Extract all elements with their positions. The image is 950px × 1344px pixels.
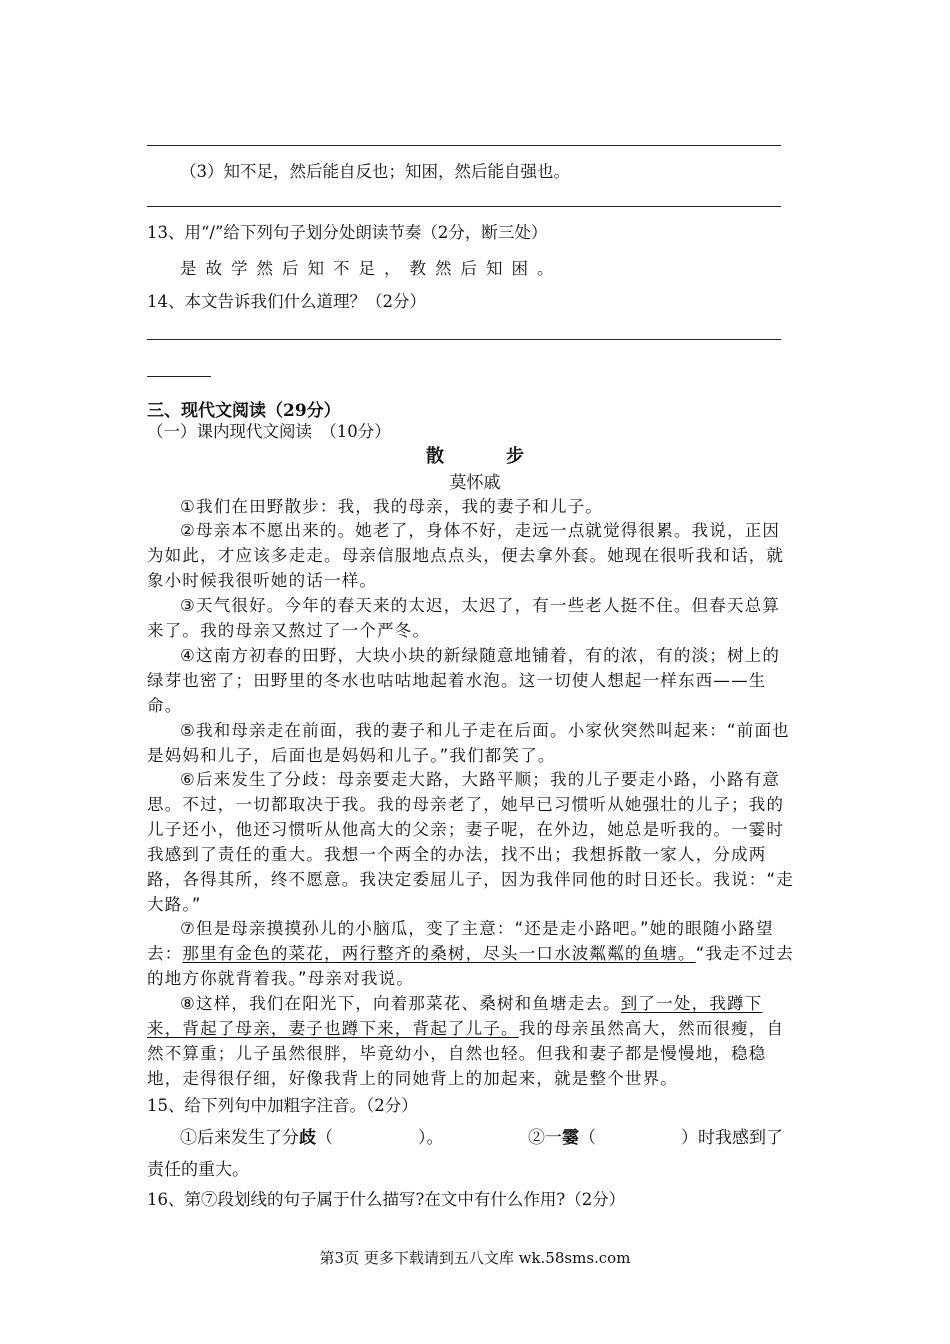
question-13: 13、用“/”给下列句子划分处朗读节奏（2分，断三处） [147,223,548,242]
paragraph-6: ⑥后来发生了分歧：母亲要走大路，大路平顺；我的儿子要走小路，小路有意思。不过，一切都取决于我。我的母亲老了，她早已习惯听从她强壮的儿子；我的儿子还小，他还习惯听从他高大的父亲；妻子呢，在外边，她总是听我的。一霎时我感到了责任的重大。我想一个两全的办法，找不出；我想拆散一家人，分成两路，各得其所，终不愿意。我决定委屈儿子，因为我伴同他的时日还长。我说：“走大路。” [147,770,794,914]
section-heading: 三、现代文阅读（29分） [147,401,341,421]
q15-item-a [180,1123,444,1148]
paragraph-5: ⑤我和母亲走在前面，我的妻子和儿子走在后面。小家伙突然叫起来：“前面也是妈妈和儿子，后面也是妈妈和儿子。”我们都笑了。 [147,721,790,765]
question-14: 14、本文告诉我们什么道理？（2分） [147,292,426,311]
paragraph-8 [147,991,797,1091]
q15-b-bold: 霎 [562,1128,579,1148]
q15-item-b [528,1123,783,1148]
q15-continued: 责任的重大。 [147,1160,249,1180]
q15-b-post: （ ）时我感到了 [579,1128,783,1148]
question-15: 15、给下列句中加粗字注音。（2分） [147,1096,418,1115]
q15-b-pre: ②一 [528,1128,562,1148]
passage-title: 散 步 [426,446,546,467]
q13-sentence: 是故学然后知不足，教然后知困。 [180,259,563,278]
paragraph-7 [147,916,797,991]
p7-text-b: “我走不过去的地方你就背着我。”母亲对我说。 [147,944,794,988]
question-16: 16、第⑦段划线的句子属于什么描写?在文中有什么作用?（2分） [147,1190,626,1209]
paragraph-4: ④这南方初春的田野，大块小块的新绿随意地铺着，有的浓，有的淡；树上的绿芽也密了；田野里的冬水也咕咕地起着水泡。这一切使人想起一样东西——生命。 [147,646,781,715]
page-footer: 第3页 更多下载请到五八文库 wk.58sms.com [319,1249,631,1267]
answer-line-3 [147,339,781,340]
p8-underlined: 到了一处，我蹲下来，背起了母亲，妻子也蹲下来，背起了儿子。 [147,994,763,1038]
p7-underlined: 那里有金色的菜花，两行整齐的桑树，尽头一口水波粼粼的鱼塘。 [182,944,696,963]
passage-author: 莫怀戚 [449,473,501,493]
sub-heading: （一）课内现代文阅读 （10分） [147,422,391,441]
p8-text-b: 我的母亲虽然高大，然而很瘦，自然不算重；儿子虽然很胖，毕竟幼小，自然也轻。但我和妻子都是慢慢地，稳稳地，走得很仔细，好像我背上的同她背上的加起来，就是整个世界。 [147,1019,785,1088]
q15-a-bold: 歧 [299,1128,316,1148]
p7-text-a: ⑦但是母亲摸摸孙儿的小脑瓜，变了主意：“还是走小路吧。”她的眼随小路望去： [147,919,774,963]
divider [147,376,211,377]
item-3: （3）知不足，然后能自反也；知困，然后能自强也。 [180,162,570,181]
q15-a-pre: ①后来发生了分 [180,1128,299,1148]
answer-line-2 [147,206,781,207]
paragraph-3: ③天气很好。今年的春天来的太迟，太迟了，有一些老人挺不住。但春天总算来了。我的母亲又熬过了一个严冬。 [147,596,781,640]
paragraph-2: ②母亲本不愿出来的。她老了，身体不好，走远一点就觉得很累。我说，正因为如此，才应该多走走。母亲信服地点点头，便去拿外套。她现在很听我和话，就象小时候我很听她的话一样。 [147,521,785,590]
answer-line-1 [147,145,781,146]
p8-text-a: ⑧这样，我们在阳光下，向着那菜花、桑树和鱼塘走去。 [180,994,621,1013]
paragraph-1: ①我们在田野散步：我，我的母亲，我的妻子和儿子。 [180,497,604,516]
q15-a-post: （ ）。 [316,1128,444,1148]
